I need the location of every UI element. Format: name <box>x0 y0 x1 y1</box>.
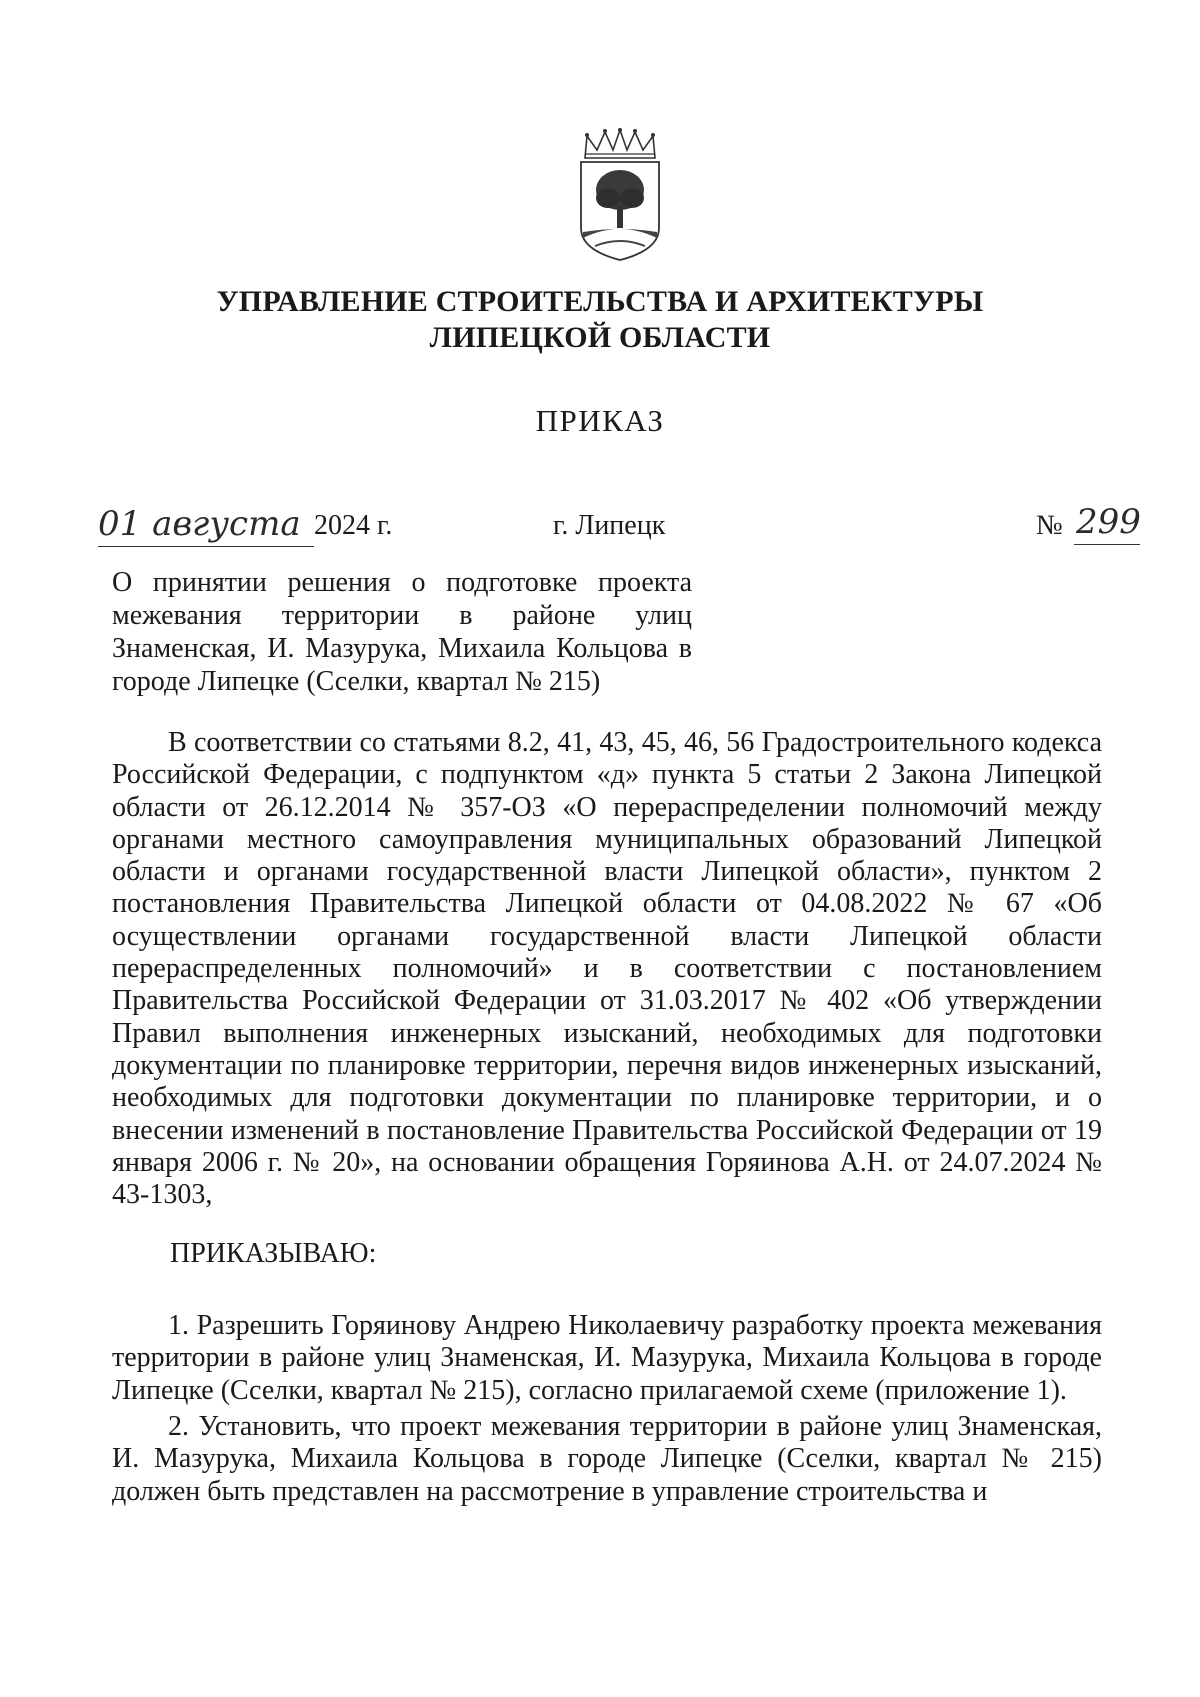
order-heading: ПРИКАЗЫВАЮ: <box>170 1238 377 1269</box>
handwritten-date: 01 августа <box>98 504 301 544</box>
preamble-paragraph: В соответствии со статьями 8.2, 41, 43, 45, 46, 56 Градостроительного кодекса Российской Федерации, с подпунктом «д» пункта 5 статьи 2 Закона Липецкой области от 26.12.2014 № 357-ОЗ «О перераспределении полномочий между органами местного самоуправления муниципальных образований Липецкой области и органами государственной власти Липецкой области», пунктом 2 постановления Правительства Липецкой области от 04.08.2022 № 67 «Об осуществлении органами государственной власти Липецкой области перераспределенных полномочий» и в соответствии с постановлением Правительства Российской Федерации от 31.03.2017 № 402 «Об утверждении Правил выполнения инженерных изысканий, необходимых для подготовки документации по планировке территории, перечня видов инженерных изысканий, необходимых для подготовки документации по планировке территории, и о внесении изменений в постановление Правительства Российской Федерации от 19 января 2006 г. № 20», на основании обращения Горяинова А.Н. от 24.07.2024 № 43-1303, <box>112 727 1102 1211</box>
number-underline <box>1074 544 1140 545</box>
date-year: 2024 г. <box>314 510 393 541</box>
document-subject: О принятии решения о подготовке проекта межевания территории в районе улиц Знаменская, И. Мазурука, Михаила Кольцова в городе Липецке (Сселки, квартал № 215) <box>112 567 692 697</box>
order-item-1: 1. Разрешить Горяинову Андрею Николаевичу разработку проекта межевания территории в районе улиц Знаменская, И. Мазурука, Михаила Кольцова в городе Липецке (Сселки, квартал № 215), согласно прилагаемой схеме (приложение 1). <box>112 1310 1102 1406</box>
date-number-row <box>98 500 1141 556</box>
handwritten-document-number: 299 <box>1076 502 1141 542</box>
order-item-2: 2. Установить, что проект межевания территории в районе улиц Знаменская, И. Мазурука, Михаила Кольцова в городе Липецке (Сселки, квартал № 215) должен быть представлен на рассмотрение в управление строительства и <box>112 1411 1102 1507</box>
document-type-title: ПРИКАЗ <box>535 403 665 438</box>
organization-name-line-1: УПРАВЛЕНИЕ СТРОИТЕЛЬСТВА И АРХИТЕКТУРЫ <box>216 285 984 318</box>
city-name: г. Липецк <box>553 510 666 541</box>
number-sign: № <box>1036 510 1063 541</box>
date-underline <box>98 546 314 547</box>
coat-of-arms-icon <box>575 128 665 263</box>
organization-name-line-2: ЛИПЕЦКОЙ ОБЛАСТИ <box>429 321 771 354</box>
